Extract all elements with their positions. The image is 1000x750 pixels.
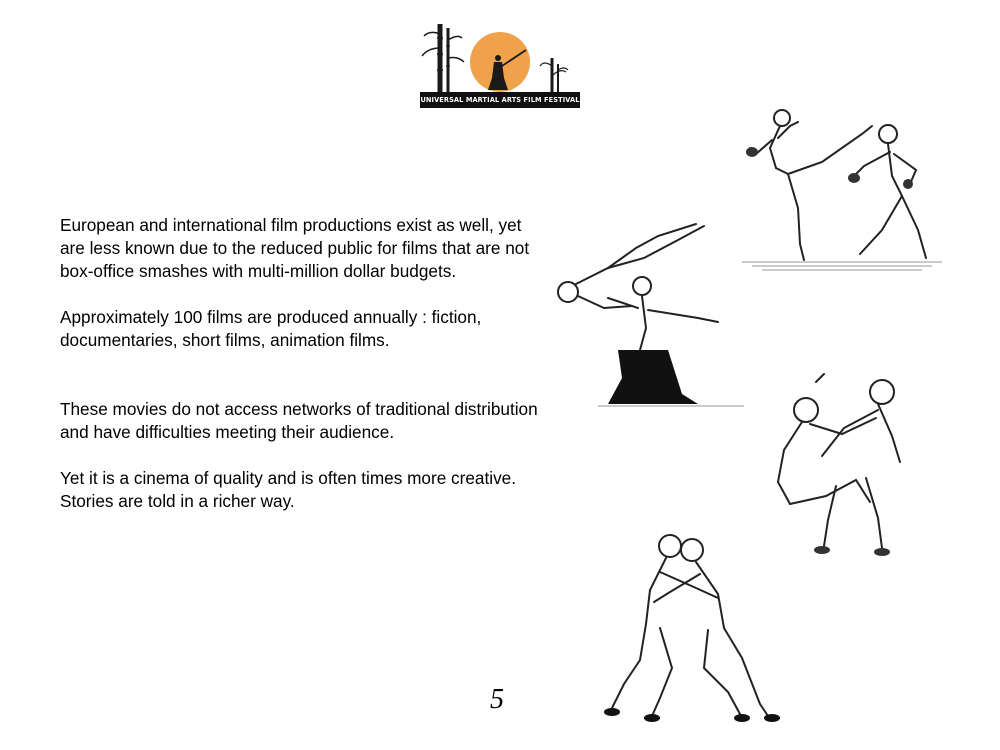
fighters-throw-illustration	[548, 218, 748, 412]
paragraph: European and international film productions exist as well, yet are less known due to the reduced public for films that are not box-office smashes with multi-million dollar budgets.	[60, 215, 530, 281]
logo-emblem-icon	[418, 20, 582, 94]
fighters-clinch-illustration	[600, 528, 790, 724]
page-number: 5	[490, 684, 504, 715]
festival-logo	[418, 20, 582, 112]
paragraph: Yet it is a cinema of quality and is often times more creative. Stories are told in a richer way.	[60, 468, 517, 511]
logo-title: UNIVERSAL MARTIAL ARTS FILM FESTIVAL	[420, 92, 580, 108]
paragraph: These movies do not access networks of traditional distribution and have difficulties meeting their audience.	[60, 399, 538, 442]
body-text	[60, 214, 540, 513]
fighters-high-kick-illustration	[742, 104, 942, 274]
paragraph: Approximately 100 films are produced annually : fiction, documentaries, short films, animation films.	[60, 307, 482, 350]
